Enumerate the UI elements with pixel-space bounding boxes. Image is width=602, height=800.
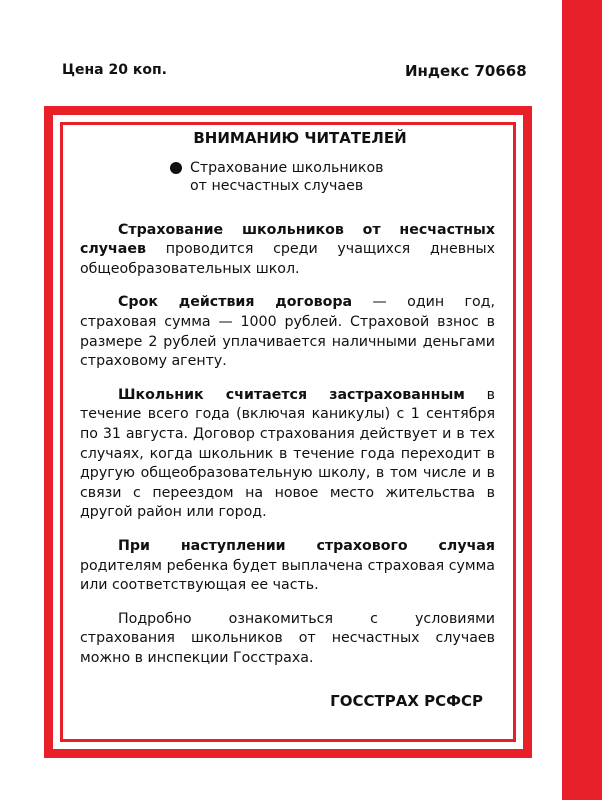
paragraph-2 <box>80 293 495 371</box>
paragraph-3 <box>80 386 495 523</box>
paragraph-5: Подробно ознакомиться с условиями страхования школьников от несчастных случаев можно в инспекции Госстраха. <box>80 610 495 666</box>
signature: ГОССТРАХ РСФСР <box>330 692 483 711</box>
index-label: Индекс 70668 <box>405 62 527 80</box>
paragraph-1-bold: Страхование школьников от несчастных случаев <box>80 221 495 258</box>
paragraph-1 <box>80 221 495 280</box>
notice-body <box>80 124 495 712</box>
paragraph-4 <box>80 537 495 596</box>
subtitle-line-1: Страхование школьников <box>190 159 384 176</box>
paragraph-3-text: в течение всего года (включая каникулы) с 1 сентября по 31 августа. Договор страхования действует и в тех случаях, когда школьник в течение года переходит в другую общеобразовательную школу, в том числе и в связи с переездом на новое место жительства в другой район или город. <box>80 386 495 521</box>
notice-title: ВНИМАНИЮ ЧИТАТЕЛЕЙ <box>193 129 407 147</box>
bullet-icon <box>170 162 182 174</box>
paragraph-3-bold: Школьник считается застрахованным <box>118 386 465 403</box>
subtitle-line-2: от несчастных случаев <box>190 177 364 194</box>
paragraph-2-bold: Срок действия договора <box>118 294 353 311</box>
notice-subtitle <box>190 159 495 195</box>
paragraph-2-text: — один год, страховая сумма — 1000 рублей. Страховой взнос в размере 2 рублей уплачивается наличными деньгами страховому агенту. <box>80 294 496 370</box>
paragraph-4-bold: При наступлении страхового случая <box>118 537 495 554</box>
right-red-edge <box>562 0 602 800</box>
paragraph-4-text: родителям ребенка будет выплачена страховая сумма или соответствующая ее часть. <box>80 557 495 594</box>
paragraph-1-text: проводится среди учащихся дневных общеобразовательных школ. <box>80 241 495 277</box>
price-label: Цена 20 коп. <box>62 62 167 78</box>
